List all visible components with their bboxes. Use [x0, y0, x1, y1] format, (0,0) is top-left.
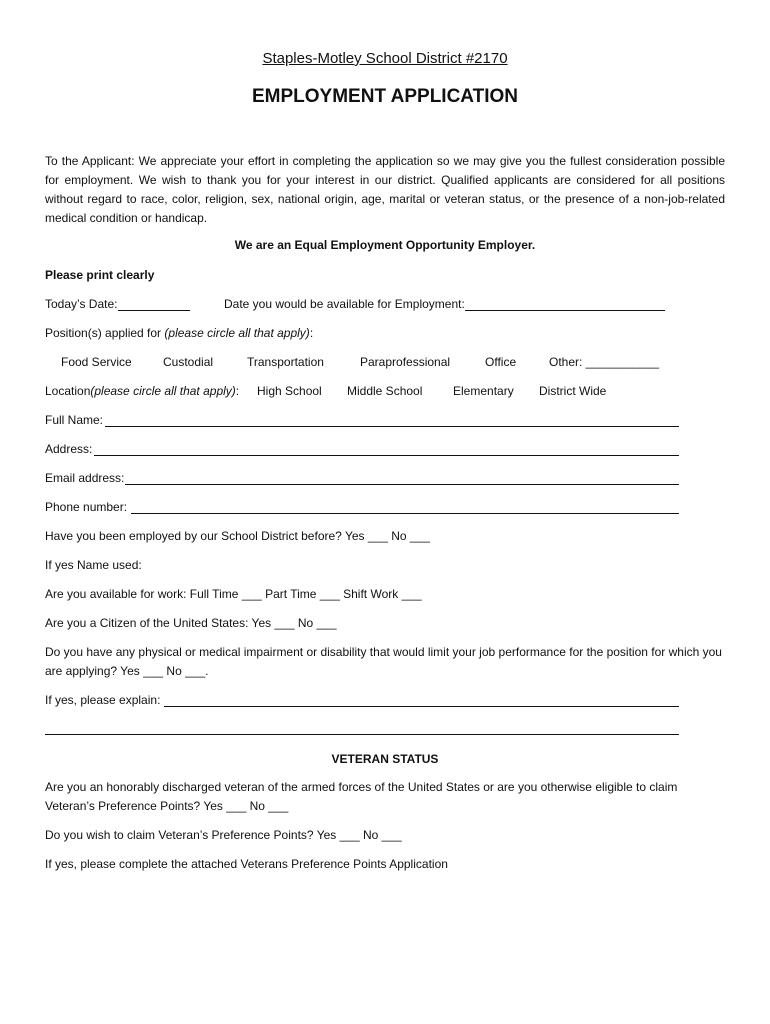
location-option-elementary[interactable]: Elementary	[453, 384, 514, 398]
phone-label: Phone number:	[45, 500, 128, 514]
page-title: EMPLOYMENT APPLICATION	[252, 86, 518, 107]
address-label: Address:	[45, 442, 93, 456]
positions-hint: (please circle all that apply)	[164, 326, 310, 340]
intro-paragraph: To the Applicant: We appreciate your effort in completing the application so we may give you the fullest consideration possible for employment. We wish to thank you for your interest in our district. Qualified applicants are considered for all positions without regard to race, color, religion, sex, national origin, age, marital or veteran status, or the presence of a non-job-related medical condition or handicap.	[45, 154, 725, 225]
position-option-custodial[interactable]: Custodial	[163, 355, 214, 369]
employed-before-question[interactable]: Have you been employed by our School District before? Yes ___ No ___	[45, 529, 430, 543]
explain-field-line-2[interactable]	[45, 734, 679, 735]
positions-label: Position(s) applied for	[45, 326, 162, 340]
location-option-middle-school[interactable]: Middle School	[347, 384, 423, 398]
address-field[interactable]	[94, 455, 679, 456]
explain-field[interactable]	[164, 706, 679, 707]
explain-label: If yes, please explain:	[45, 693, 161, 707]
eeo-statement: We are an Equal Employment Opportunity Employer.	[234, 238, 536, 252]
positions-colon: :	[309, 326, 314, 340]
location-label: Location	[45, 384, 91, 398]
location-option-high-school[interactable]: High School	[257, 384, 322, 398]
available-date-label: Date you would be available for Employment:	[224, 297, 465, 311]
availability-question[interactable]: Are you available for work: Full Time ___ Part Time ___ Shift Work ___	[45, 587, 422, 601]
location-hint: (please circle all that apply)	[90, 384, 236, 398]
email-label: Email address:	[45, 471, 125, 485]
name-used-label: If yes Name used:	[45, 558, 142, 572]
position-option-other[interactable]: Other: ___________	[549, 355, 660, 369]
location-colon: :	[235, 384, 240, 398]
location-label-row	[45, 384, 239, 398]
print-clearly-note: Please print clearly	[45, 268, 155, 282]
veteran-status-heading: VETERAN STATUS	[331, 752, 439, 766]
position-option-transportation[interactable]: Transportation	[247, 355, 324, 369]
district-name: Staples-Motley School District #2170	[262, 50, 508, 67]
positions-label-row	[45, 326, 313, 340]
todays-date-label: Today’s Date:	[45, 297, 118, 311]
position-option-office[interactable]: Office	[485, 355, 517, 369]
todays-date-row	[45, 297, 190, 311]
position-option-paraprofessional[interactable]: Paraprofessional	[360, 355, 451, 369]
veteran-question[interactable]: Are you an honorably discharged veteran of the armed forces of the United States or are you otherwise eligible to claim Veteran’s Preference Points? Yes ___ No ___	[45, 780, 678, 813]
todays-date-field[interactable]	[118, 297, 190, 311]
impairment-question[interactable]: Do you have any physical or medical impairment or disability that would limit your job performance for the position for which you are applying? Yes ___ No ___.	[45, 645, 722, 678]
email-field[interactable]	[125, 484, 679, 485]
position-option-food-service[interactable]: Food Service	[61, 355, 132, 369]
citizen-question[interactable]: Are you a Citizen of the United States: Yes ___ No ___	[45, 616, 337, 630]
full-name-field[interactable]	[105, 426, 679, 427]
available-date-row	[224, 297, 665, 311]
full-name-label: Full Name:	[45, 413, 104, 427]
phone-field[interactable]	[131, 513, 679, 514]
claim-points-question[interactable]: Do you wish to claim Veteran’s Preference Points? Yes ___ No ___	[45, 828, 402, 842]
location-option-district-wide[interactable]: District Wide	[539, 384, 607, 398]
available-date-field[interactable]	[465, 297, 665, 311]
veterans-application-note: If yes, please complete the attached Veterans Preference Points Application	[45, 857, 448, 871]
